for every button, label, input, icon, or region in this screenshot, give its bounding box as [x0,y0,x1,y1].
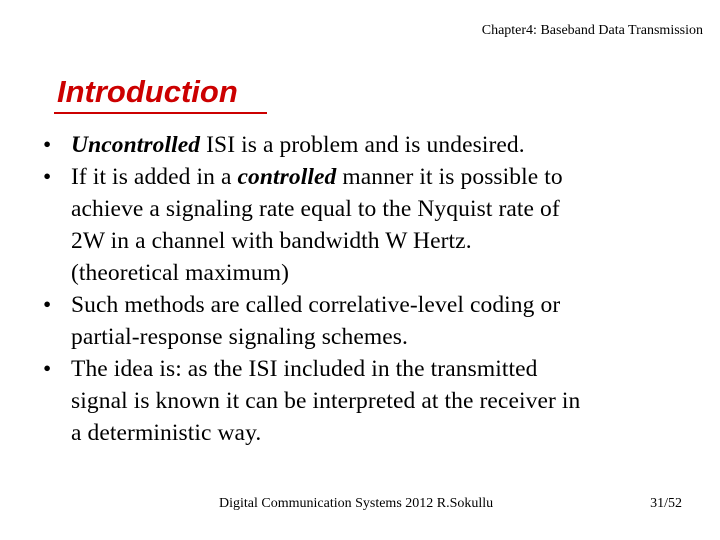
bullet-line [71,161,680,193]
bullet-line: signal is known it can be interpreted at the receiver in [71,388,581,414]
footer-course: Digital Communication Systems 2012 R.Sokullu [219,496,494,511]
bullet-line: The idea is: as the ISI included in the transmitted [71,356,538,382]
bullet-line: a deterministic way. [71,420,262,446]
bullet-line: Such methods are called correlative-level coding or [71,292,561,318]
page-number: 31/52 [650,496,682,511]
bullet-line: achieve a signaling rate equal to the Nyquist rate of [71,196,560,222]
bullet-item-2 [0,161,720,289]
bullet-marker: • [43,132,52,158]
bullet-item-4 [0,353,720,449]
emphasis-text: controlled [237,164,337,190]
bullet-item-3 [0,289,720,353]
chapter-header: Chapter4: Baseband Data Transmission [481,23,703,38]
slide-title: Introduction [57,74,238,109]
bullet-line: (theoretical maximum) [71,260,290,286]
title-underline [54,112,267,114]
bullet-marker: • [43,164,52,190]
bullet-list [0,129,720,449]
bullet-line: partial-response signaling schemes. [71,324,408,350]
emphasis-text: Uncontrolled [71,132,201,158]
bullet-item-1 [0,129,720,161]
bullet-marker: • [43,292,52,318]
bullet-marker: • [43,356,52,382]
bullet-text: manner it is possible to [336,164,563,190]
bullet-text: If it is added in a [71,164,238,190]
bullet-line [71,129,680,161]
bullet-line: 2W in a channel with bandwidth W Hertz. [71,228,472,254]
bullet-text: ISI is a problem and is undesired. [200,132,525,158]
